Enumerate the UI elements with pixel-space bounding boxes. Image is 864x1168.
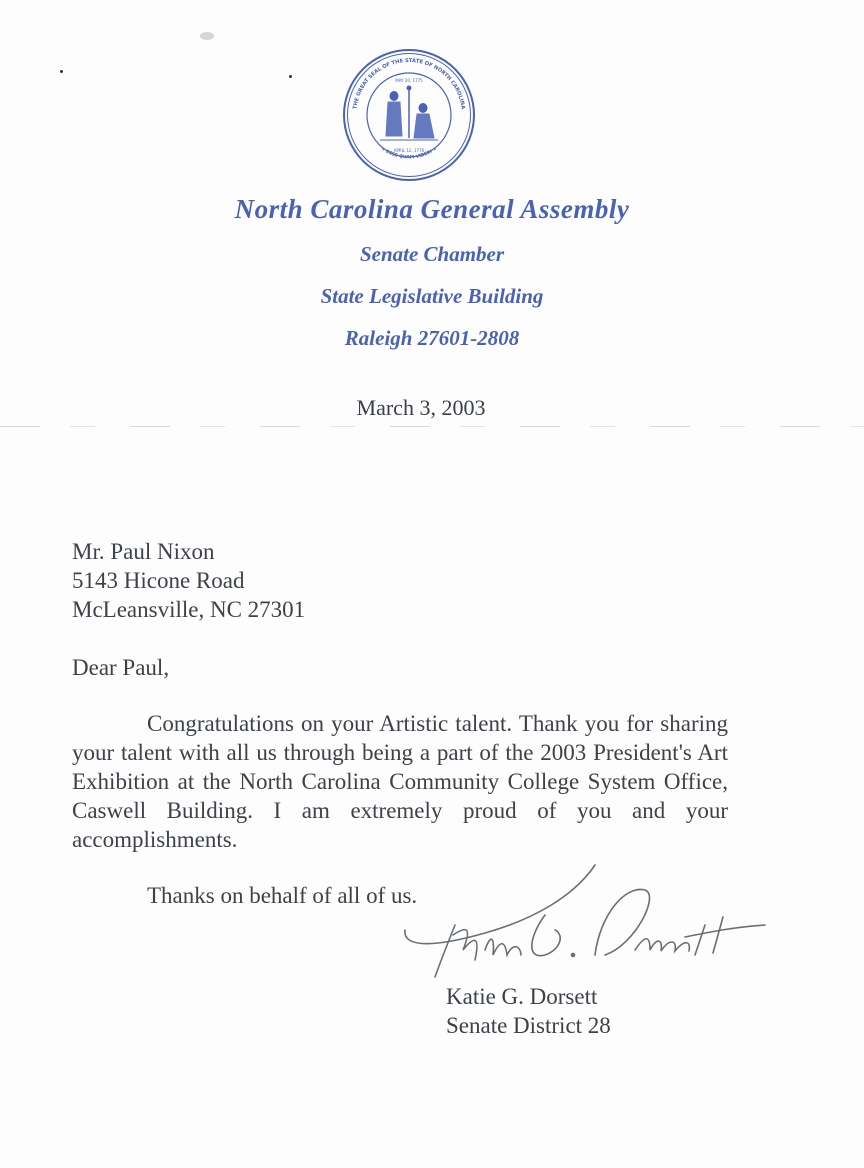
recipient-street: 5143 Hicone Road [72,568,245,593]
letterhead-city-zip: Raleigh 27601-2808 [344,326,520,350]
recipient-name: Mr. Paul Nixon [72,539,215,564]
handwritten-signature [395,855,775,980]
signer-title: Senate District 28 [446,1013,611,1038]
signer-name: Katie G. Dorsett [446,984,598,1009]
great-seal-of-north-carolina-icon [342,48,476,182]
signer-block [446,982,611,1040]
scan-speck [200,32,214,40]
scan-speck [60,70,63,73]
fold-line [0,426,864,427]
recipient-address [72,537,305,624]
seal-motto: ★ ESSE QUAM VIDERI ★ [379,146,439,161]
letterhead-building: State Legislative Building [320,284,544,308]
letter-body: Congratulations on your Artistic talent. Thank you for sharing your talent with all us through being a part of the 2003 President's Art Exhibition at the North Carolina Community College System Office, Caswell Building. I am extremely proud of you and your accomplishments. [72,711,728,852]
seal-date-bottom: APRIL 12, 1776 [393,148,425,153]
salutation: Dear Paul, [72,655,170,680]
closing: Thanks on behalf of all of us. [147,883,418,908]
letterhead-title: North Carolina General Assembly [234,194,630,224]
scan-speck [289,75,292,78]
seal-date-top: MAY 20, 1775 [395,78,423,83]
seal-legend: THE GREAT SEAL OF THE STATE OF NORTH CAROLINA [352,57,466,110]
recipient-city-state-zip: McLeansville, NC 27301 [72,597,306,622]
letterhead-chamber: Senate Chamber [359,242,505,266]
letter-date: March 3, 2003 [356,395,486,420]
